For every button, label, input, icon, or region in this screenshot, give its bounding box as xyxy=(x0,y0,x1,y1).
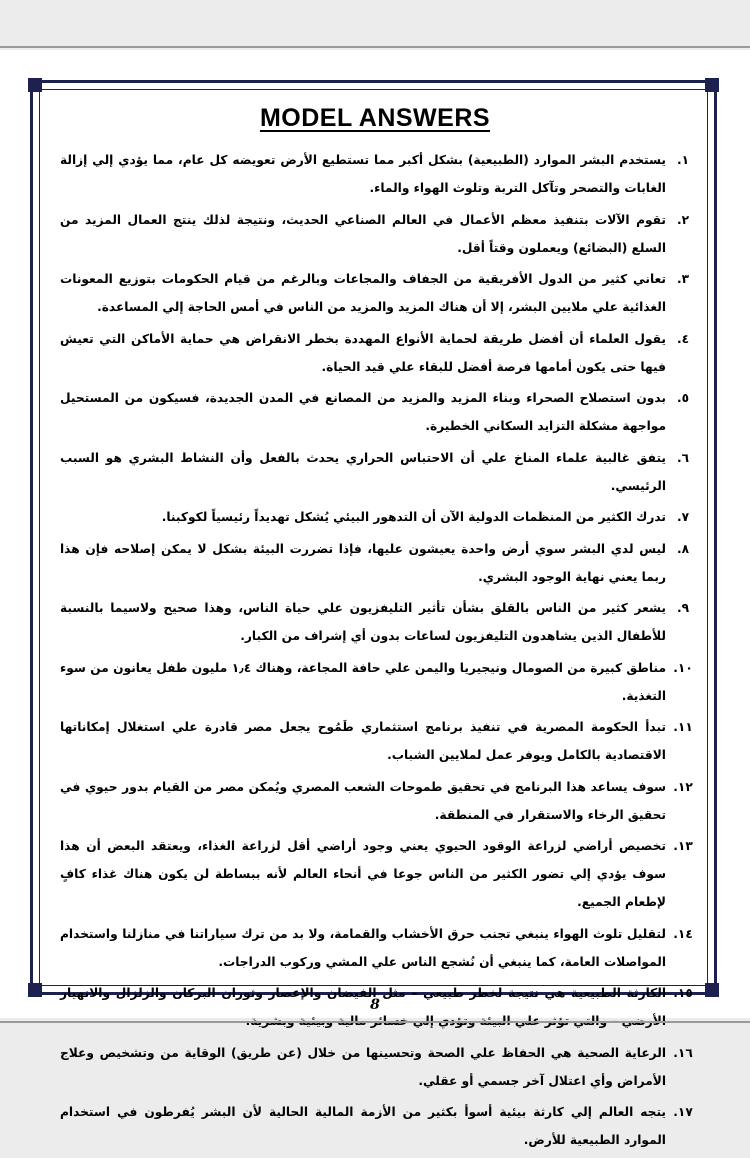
answer-text: مناطق كبيرة من الصومال ونيجيريا واليمن علي حافة المجاعة، وهناك ١٫٤ مليون طفل يعانون من سوء التغذية. xyxy=(60,660,666,703)
border-corner xyxy=(28,983,42,997)
answer-text: يشعر كثير من الناس بالقلق بشأن تأثير التليفزيون علي حياة الناس، وهذا صحيح ولاسيما بالنسبة للأطفال الذين يشاهدون التليفزيون لساعات بدون أي إشراف من الكبار. xyxy=(60,601,666,643)
answer-number: ١٠. xyxy=(673,660,693,675)
answer-text: الرعاية الصحية هي الحفاظ علي الصحة وتحسينها من خلال (عن طريق) الوقاية من وتشخيص وعلاج الأمراض وأي اعتلال آخر جسمي أو عقلي. xyxy=(60,1045,666,1088)
answer-text: يتجه العالم إلي كارثة بيئية أسوأ بكثير من الأزمة المالية الحالية لأن البشر يُفرطون في استخدام الموارد الطبيعية للأرض. xyxy=(60,1105,666,1147)
answer-text: تعاني كثير من الدول الأفريقية من الجفاف والمجاعات وبالرغم من قيام الحكومات بتوزيع المعونات الغذائية علي ملايين البشر، إلا أن هناك المزيد والمزيد من الناس في أمس الحاجة إلي المساعدة. xyxy=(60,272,666,314)
answer-text: تقوم الآلات بتنفيذ معظم الأعمال في العالم الصناعي الحديث، ونتيجة لذلك ينتج العمال المزيد من السلع (البضائع) ويعملون وقتاً أقل. xyxy=(60,212,666,255)
page-number: 8 xyxy=(370,997,380,1013)
answer-text: تخصيص أراضي لزراعة الوقود الحيوي يعني وجود أراضي أقل لزراعة الغذاء، ويعتقد البعض أن هذا سوف يؤدي إلي تضور الكثير من الناس جوعا في أنحاء العالم لأنه ببساطة لن يكون هناك غذاء كافٍ لإطعام الجميع. xyxy=(60,839,666,909)
answer-item xyxy=(60,594,700,650)
answer-item xyxy=(60,444,700,500)
answer-text: يتفق غالبية علماء المناخ علي أن الاحتباس الحراري يحدث بالفعل وأن النشاط البشري هو السبب الرئيسي. xyxy=(60,450,666,493)
answer-number: ٨. xyxy=(676,541,690,556)
page-title: MODEL ANSWERS xyxy=(259,104,491,132)
border-corner xyxy=(28,78,42,92)
answer-item xyxy=(60,713,700,769)
answer-text: تدرك الكثير من المنظمات الدولية الآن أن التدهور البيئي يُشكل تهديداً رئيسياً لكوكبنا. xyxy=(161,510,666,524)
answer-number: ٧. xyxy=(676,510,690,524)
answer-text: ليس لدي البشر سوي أرض واحدة يعيشون عليها، فإذا تضررت البيئة بشكل لا يمكن إصلاحه فإن هذا ربما يعني نهاية الوجود البشري. xyxy=(60,541,666,584)
answer-number: ١٦. xyxy=(673,1045,693,1060)
answer-item xyxy=(60,920,700,976)
answer-number: ٩. xyxy=(676,601,690,615)
answer-item xyxy=(60,1098,700,1154)
answer-item xyxy=(60,146,700,202)
answer-item xyxy=(60,325,700,381)
answer-text: يستخدم البشر الموارد (الطبيعية) بشكل أكبر مما تستطيع الأرض تعويضه كل عام، مما يؤدي إلي إزالة الغابات والتصحر وتآكل التربة وتلوث الهواء والماء. xyxy=(60,153,666,195)
answer-number: ١٢. xyxy=(673,779,693,794)
answer-number: ١. xyxy=(676,153,690,167)
answer-item xyxy=(60,654,700,710)
answer-number: ٢. xyxy=(676,212,690,227)
answer-number: ٦. xyxy=(676,450,690,465)
answer-number: ١٥. xyxy=(673,986,693,1000)
answer-text: يقول العلماء أن أفضل طريقة لحماية الأنواع المهددة بخطر الانقراض هي حماية الأماكن التي تعيش فيها حتى يكون أمامها فرصة أفضل للبقاء علي قيد الحياة. xyxy=(60,331,666,374)
answer-item xyxy=(60,773,700,829)
answer-text: الكارثة الطبيعية هي نتيجة لخطر طبيعي – مثل الفيضان والإعصار وثوران البركان والزلزال والانهيار xyxy=(60,986,666,1000)
bottom-divider xyxy=(0,1021,750,1023)
answer-number: ١٣. xyxy=(673,839,693,853)
answer-text: سوف يساعد هذا البرنامج في تحقيق طموحات الشعب المصري ويُمكن مصر من القيام بدور حيوي في تحقيق الرخاء والاستقرار في المنطقة. xyxy=(60,779,666,822)
answer-number: ١٤. xyxy=(673,926,693,941)
answer-number: ٣. xyxy=(676,272,690,286)
answer-item xyxy=(60,832,700,916)
answer-number: ١١. xyxy=(673,720,693,734)
answer-number: ١٧. xyxy=(673,1105,693,1119)
answer-item xyxy=(60,503,700,531)
answer-item xyxy=(60,535,700,591)
border-corner xyxy=(705,983,719,997)
top-divider xyxy=(0,46,750,48)
answer-item xyxy=(60,206,700,262)
answer-item xyxy=(60,1039,700,1095)
answer-item xyxy=(60,265,700,321)
document-page xyxy=(0,50,750,1147)
answer-text: لتقليل تلوث الهواء ينبغي تجنب حرق الأخشاب والقمامة، ولا بد من ترك سياراتنا في منازلنا واستخدام المواصلات العامة، كما ينبغي أن نُشجع الناس علي المشي وركوب الدراجات. xyxy=(60,926,666,969)
answer-text: تبدأ الحكومة المصرية في تنفيذ برنامج استثماري طَمُوح يجعل مصر قادرة علي استغلال إمكاناتها الاقتصادية بالكامل ويوفر عمل لملايين الشباب. xyxy=(60,720,666,762)
border-corner xyxy=(705,78,719,92)
answer-number: ٥. xyxy=(676,391,690,405)
answer-item xyxy=(60,384,700,440)
answer-number: ٤. xyxy=(676,331,690,346)
answer-text: بدون استصلاح الصحراء وبناء المزيد والمزيد من المصانع في المدن الجديدة، فسيكون من المستحيل مواجهة مشكلة التزايد السكاني الخطيرة. xyxy=(60,391,666,433)
